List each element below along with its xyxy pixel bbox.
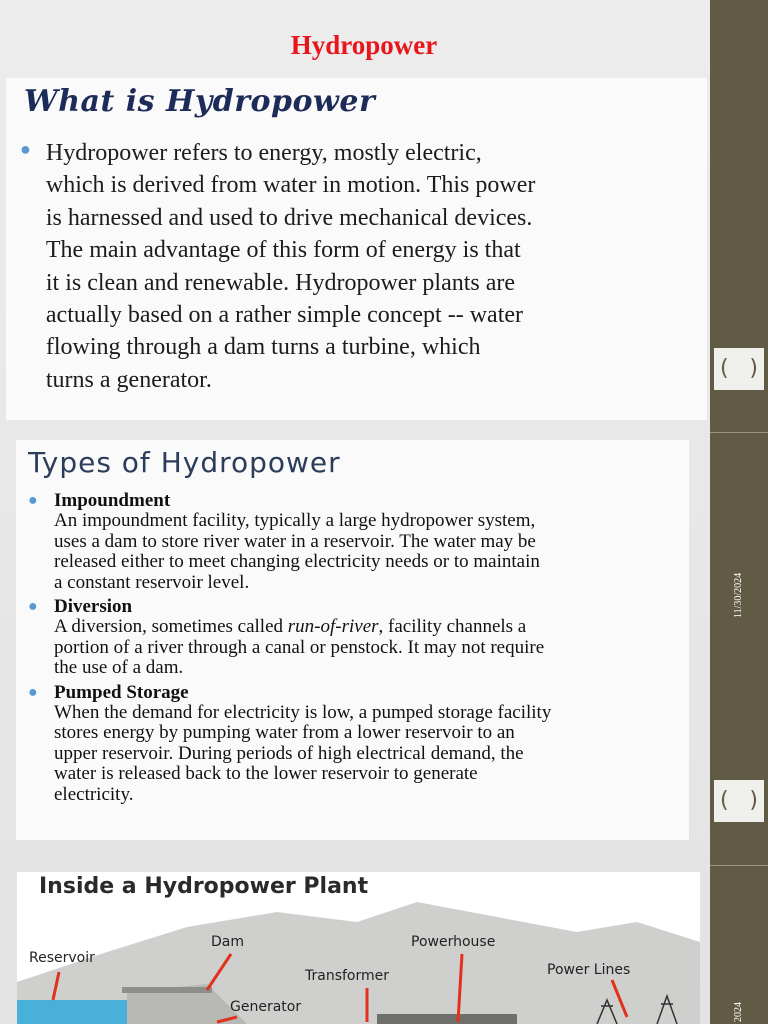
hydropower-plant-diagram — [17, 872, 700, 1024]
slide-number-placeholder — [714, 348, 764, 390]
sidebar-divider — [710, 432, 768, 433]
type-desc-line: uses a dam to store river water in a reservoir. The water may be — [54, 530, 536, 552]
sidebar-divider — [710, 865, 768, 866]
what-is-heading: What is Hydropower — [24, 84, 376, 119]
what-is-hydropower-panel — [6, 78, 707, 420]
type-desc-line — [54, 617, 544, 638]
bracket-right: ) — [749, 356, 758, 381]
types-of-hydropower-panel — [16, 440, 689, 840]
paragraph-line: Hydropower refers to energy, mostly electric, — [45, 140, 482, 166]
dam-crest — [122, 987, 212, 993]
label-powerhouse: Powerhouse — [411, 934, 496, 950]
what-is-bullet — [20, 137, 693, 396]
diagram-title: Inside a Hydropower Plant — [39, 874, 369, 899]
paragraph-line: it is clean and renewable. Hydropower plants are — [45, 269, 516, 296]
bracket-left: ( — [720, 356, 729, 381]
bracket-right: ) — [749, 788, 758, 813]
type-desc-line: electricity. — [54, 783, 134, 805]
type-name: Impoundment — [54, 490, 171, 511]
slide-number-placeholder — [714, 780, 764, 822]
what-is-paragraph — [46, 137, 693, 396]
type-item-impoundment — [28, 491, 675, 593]
bullet-icon: ● — [28, 683, 38, 701]
type-desc-line: the use of a dam. — [54, 657, 184, 678]
bullet-icon: ● — [28, 492, 38, 509]
type-desc-line: stores energy by pumping water from a lower reservoir to an — [54, 722, 515, 743]
paragraph-line: which is derived from water in motion. This power — [45, 172, 536, 199]
label-generator: Generator — [230, 999, 302, 1015]
paragraph-line: turns a generator. — [45, 366, 212, 393]
type-desc-line: When the demand for electricity is low, a pumped storage facility — [54, 701, 552, 723]
paragraph-line: The main advantage of this form of energy is that — [45, 237, 521, 264]
water-shape — [17, 1000, 127, 1024]
type-desc-line: a constant reservoir level. — [54, 571, 250, 593]
label-power-lines: Power Lines — [547, 962, 631, 978]
type-desc-line: upper reservoir. During periods of high electrical demand, the — [54, 742, 524, 764]
desc-text: A diversion, sometimes called — [54, 616, 288, 637]
label-dam: Dam — [211, 934, 244, 950]
slide-date: 11/30/2024 — [733, 572, 744, 618]
right-sidebar — [710, 0, 768, 1024]
type-desc-line: portion of a river through a canal or penstock. It may not require — [54, 636, 545, 658]
type-name: Pumped Storage — [54, 681, 189, 703]
paragraph-line: is harnessed and used to drive mechanical devices. — [45, 204, 533, 231]
page-title: Hydropower — [290, 30, 438, 60]
desc-text: , facility channels a — [378, 616, 527, 637]
bullet-icon: ● — [28, 598, 38, 615]
type-name: Diversion — [54, 596, 133, 617]
slide-date-partial: 2024 — [733, 1002, 744, 1022]
type-desc-line: water is released back to the lower reservoir to generate — [54, 763, 478, 784]
type-desc-line: released either to meet changing electricity needs or to maintain — [54, 551, 540, 572]
label-transformer: Transformer — [305, 968, 390, 984]
type-item-diversion — [28, 597, 675, 679]
bullet-icon: ● — [20, 139, 31, 159]
type-desc-line: An impoundment facility, typically a large hydropower system, — [54, 510, 536, 531]
types-heading: Types of Hydropower — [28, 446, 341, 479]
type-item-pumped-storage — [28, 683, 675, 806]
paragraph-line: actually based on a rather simple concept -- water — [45, 302, 524, 329]
label-reservoir: Reservoir — [29, 950, 95, 966]
powerhouse-building — [377, 1014, 517, 1024]
bracket-left: ( — [720, 788, 729, 813]
desc-emphasis: run-of-river — [287, 616, 379, 637]
paragraph-line: flowing through a dam turns a turbine, which — [45, 334, 481, 361]
